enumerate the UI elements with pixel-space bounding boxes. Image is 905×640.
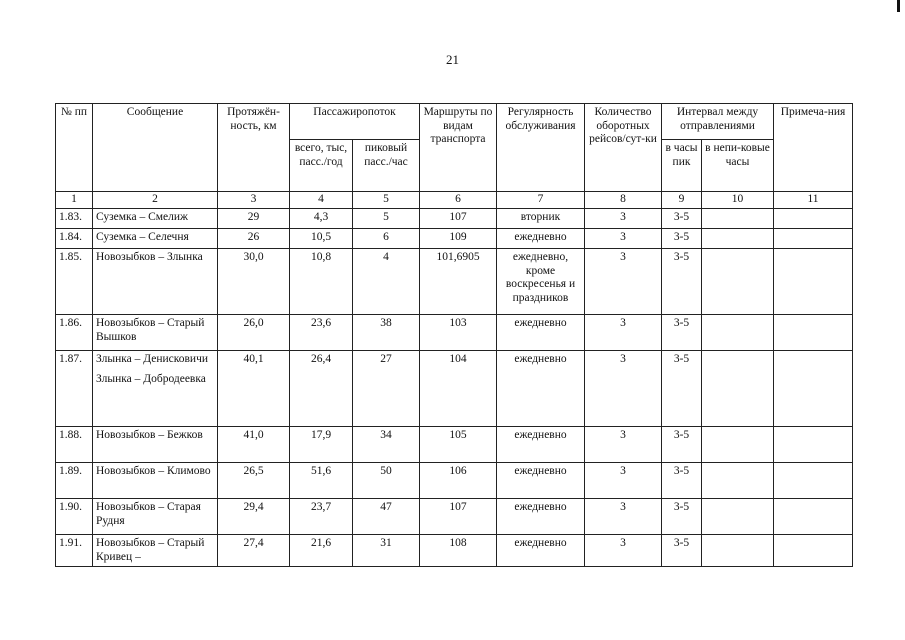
route-name: Новозыбков – Злынка	[96, 251, 203, 263]
row-flow-peak: 4	[353, 249, 420, 315]
row-interval-offpeak	[702, 427, 774, 463]
row-interval-offpeak	[702, 535, 774, 567]
row-regularity: ежедневно	[497, 535, 585, 567]
row-route	[93, 315, 218, 351]
routes-table	[55, 103, 853, 567]
row-notes	[774, 351, 853, 427]
row-flow-peak: 47	[353, 499, 420, 535]
row-regularity: ежедневно	[497, 427, 585, 463]
row-length: 26	[218, 229, 290, 249]
route-name: Новозыбков – Климово	[96, 465, 211, 477]
row-notes	[774, 209, 853, 229]
row-route-number: 103	[420, 315, 497, 351]
row-regularity: ежедневно	[497, 351, 585, 427]
column-number-row	[56, 192, 853, 209]
row-flow-total: 23,6	[290, 315, 353, 351]
row-length: 27,4	[218, 535, 290, 567]
row-flow-total: 26,4	[290, 351, 353, 427]
route-name: Новозыбков – Старый Кривец –	[96, 537, 205, 563]
row-trips: 3	[585, 535, 662, 567]
row-trips: 3	[585, 229, 662, 249]
row-trips: 3	[585, 463, 662, 499]
row-flow-peak: 31	[353, 535, 420, 567]
row-flow-peak: 34	[353, 427, 420, 463]
row-route-number: 106	[420, 463, 497, 499]
row-num: 1.88.	[56, 427, 93, 463]
row-length: 26,5	[218, 463, 290, 499]
row-trips: 3	[585, 351, 662, 427]
row-interval-offpeak	[702, 229, 774, 249]
row-flow-total: 10,8	[290, 249, 353, 315]
row-interval-peak: 3-5	[662, 463, 702, 499]
row-num: 1.83.	[56, 209, 93, 229]
row-regularity: ежедневно	[497, 499, 585, 535]
row-interval-peak: 3-5	[662, 249, 702, 315]
row-regularity: вторник	[497, 209, 585, 229]
row-route-number: 104	[420, 351, 497, 427]
header-flow-total: всего, тыс, пасс./год	[290, 140, 353, 192]
row-notes	[774, 535, 853, 567]
row-interval-peak: 3-5	[662, 229, 702, 249]
row-flow-total: 51,6	[290, 463, 353, 499]
row-num: 1.89.	[56, 463, 93, 499]
row-route-number: 101,6905	[420, 249, 497, 315]
table-row	[56, 427, 853, 463]
row-interval-offpeak	[702, 209, 774, 229]
row-num: 1.85.	[56, 249, 93, 315]
row-interval-offpeak	[702, 249, 774, 315]
column-number: 11	[774, 192, 853, 209]
route-name: Новозыбков – Старый Вышков	[96, 317, 205, 343]
route-name: Злынка – Денисковичи	[96, 353, 209, 365]
row-interval-offpeak	[702, 463, 774, 499]
row-regularity: ежедневно, кроме воскресенья и праздников	[497, 249, 585, 315]
route-name: Новозыбков – Старая Рудня	[96, 501, 201, 527]
row-length: 29,4	[218, 499, 290, 535]
row-flow-peak: 50	[353, 463, 420, 499]
row-flow-peak: 38	[353, 315, 420, 351]
column-number: 4	[290, 192, 353, 209]
row-flow-peak: 5	[353, 209, 420, 229]
header-interval: Интервал между отправлениями	[662, 104, 774, 140]
row-length: 26,0	[218, 315, 290, 351]
row-num: 1.84.	[56, 229, 93, 249]
header-passenger-flow: Пассажиропоток	[290, 104, 420, 140]
header-flow-peak: пиковый пасс./час	[353, 140, 420, 192]
page-edge-mark	[897, 0, 900, 12]
page-number: 21	[446, 52, 459, 67]
table-row	[56, 463, 853, 499]
header-num: № пп	[56, 104, 93, 192]
row-flow-peak: 27	[353, 351, 420, 427]
route-name: Суземка – Смелиж	[96, 211, 188, 223]
row-route	[93, 229, 218, 249]
row-flow-total: 4,3	[290, 209, 353, 229]
table-row	[56, 351, 853, 427]
route-name: Новозыбков – Бежков	[96, 429, 203, 441]
row-flow-total: 21,6	[290, 535, 353, 567]
column-number: 6	[420, 192, 497, 209]
row-flow-total: 23,7	[290, 499, 353, 535]
row-route-number: 109	[420, 229, 497, 249]
row-trips: 3	[585, 315, 662, 351]
row-num: 1.86.	[56, 315, 93, 351]
column-number: 3	[218, 192, 290, 209]
table-row	[56, 229, 853, 249]
row-flow-total: 17,9	[290, 427, 353, 463]
column-number: 5	[353, 192, 420, 209]
row-route	[93, 427, 218, 463]
table-row	[56, 209, 853, 229]
header-route: Сообщение	[93, 104, 218, 192]
table-row	[56, 535, 853, 567]
header-interval-peak: в часы пик	[662, 140, 702, 192]
table-row	[56, 499, 853, 535]
row-interval-offpeak	[702, 315, 774, 351]
row-route-number: 107	[420, 209, 497, 229]
column-number: 9	[662, 192, 702, 209]
header-length: Протяжён-ность, км	[218, 104, 290, 192]
row-interval-peak: 3-5	[662, 315, 702, 351]
row-regularity: ежедневно	[497, 463, 585, 499]
column-number: 2	[93, 192, 218, 209]
row-regularity: ежедневно	[497, 315, 585, 351]
row-length: 30,0	[218, 249, 290, 315]
row-route	[93, 249, 218, 315]
row-trips: 3	[585, 249, 662, 315]
row-notes	[774, 499, 853, 535]
row-num: 1.87.	[56, 351, 93, 427]
row-interval-peak: 3-5	[662, 351, 702, 427]
route-name-secondary: Злынка – Добродеевка	[96, 372, 206, 385]
header-notes: Примеча-ния	[774, 104, 853, 192]
column-number: 1	[56, 192, 93, 209]
row-trips: 3	[585, 499, 662, 535]
row-notes	[774, 463, 853, 499]
header-interval-offpeak: в непи-ковые часы	[702, 140, 774, 192]
row-length: 29	[218, 209, 290, 229]
row-interval-peak: 3-5	[662, 209, 702, 229]
table-row	[56, 315, 853, 351]
row-length: 41,0	[218, 427, 290, 463]
row-notes	[774, 249, 853, 315]
row-route	[93, 463, 218, 499]
row-interval-peak: 3-5	[662, 499, 702, 535]
row-notes	[774, 229, 853, 249]
row-interval-peak: 3-5	[662, 535, 702, 567]
row-trips: 3	[585, 209, 662, 229]
row-trips: 3	[585, 427, 662, 463]
row-regularity: ежедневно	[497, 229, 585, 249]
row-num: 1.90.	[56, 499, 93, 535]
row-route	[93, 535, 218, 567]
row-route-number: 108	[420, 535, 497, 567]
row-interval-peak: 3-5	[662, 427, 702, 463]
row-notes	[774, 315, 853, 351]
column-number: 8	[585, 192, 662, 209]
row-flow-total: 10,5	[290, 229, 353, 249]
route-name: Суземка – Селечня	[96, 231, 189, 243]
row-route-number: 107	[420, 499, 497, 535]
row-flow-peak: 6	[353, 229, 420, 249]
header-routes: Маршруты по видам транспорта	[420, 104, 497, 192]
column-number: 7	[497, 192, 585, 209]
header-trips: Количество оборотных рейсов/сут-ки	[585, 104, 662, 192]
row-route	[93, 499, 218, 535]
table-row	[56, 249, 853, 315]
row-route-number: 105	[420, 427, 497, 463]
row-route	[93, 209, 218, 229]
row-route	[93, 351, 218, 427]
row-num: 1.91.	[56, 535, 93, 567]
header-regularity: Регулярность обслуживания	[497, 104, 585, 192]
row-notes	[774, 427, 853, 463]
row-interval-offpeak	[702, 351, 774, 427]
column-number: 10	[702, 192, 774, 209]
row-length: 40,1	[218, 351, 290, 427]
row-interval-offpeak	[702, 499, 774, 535]
